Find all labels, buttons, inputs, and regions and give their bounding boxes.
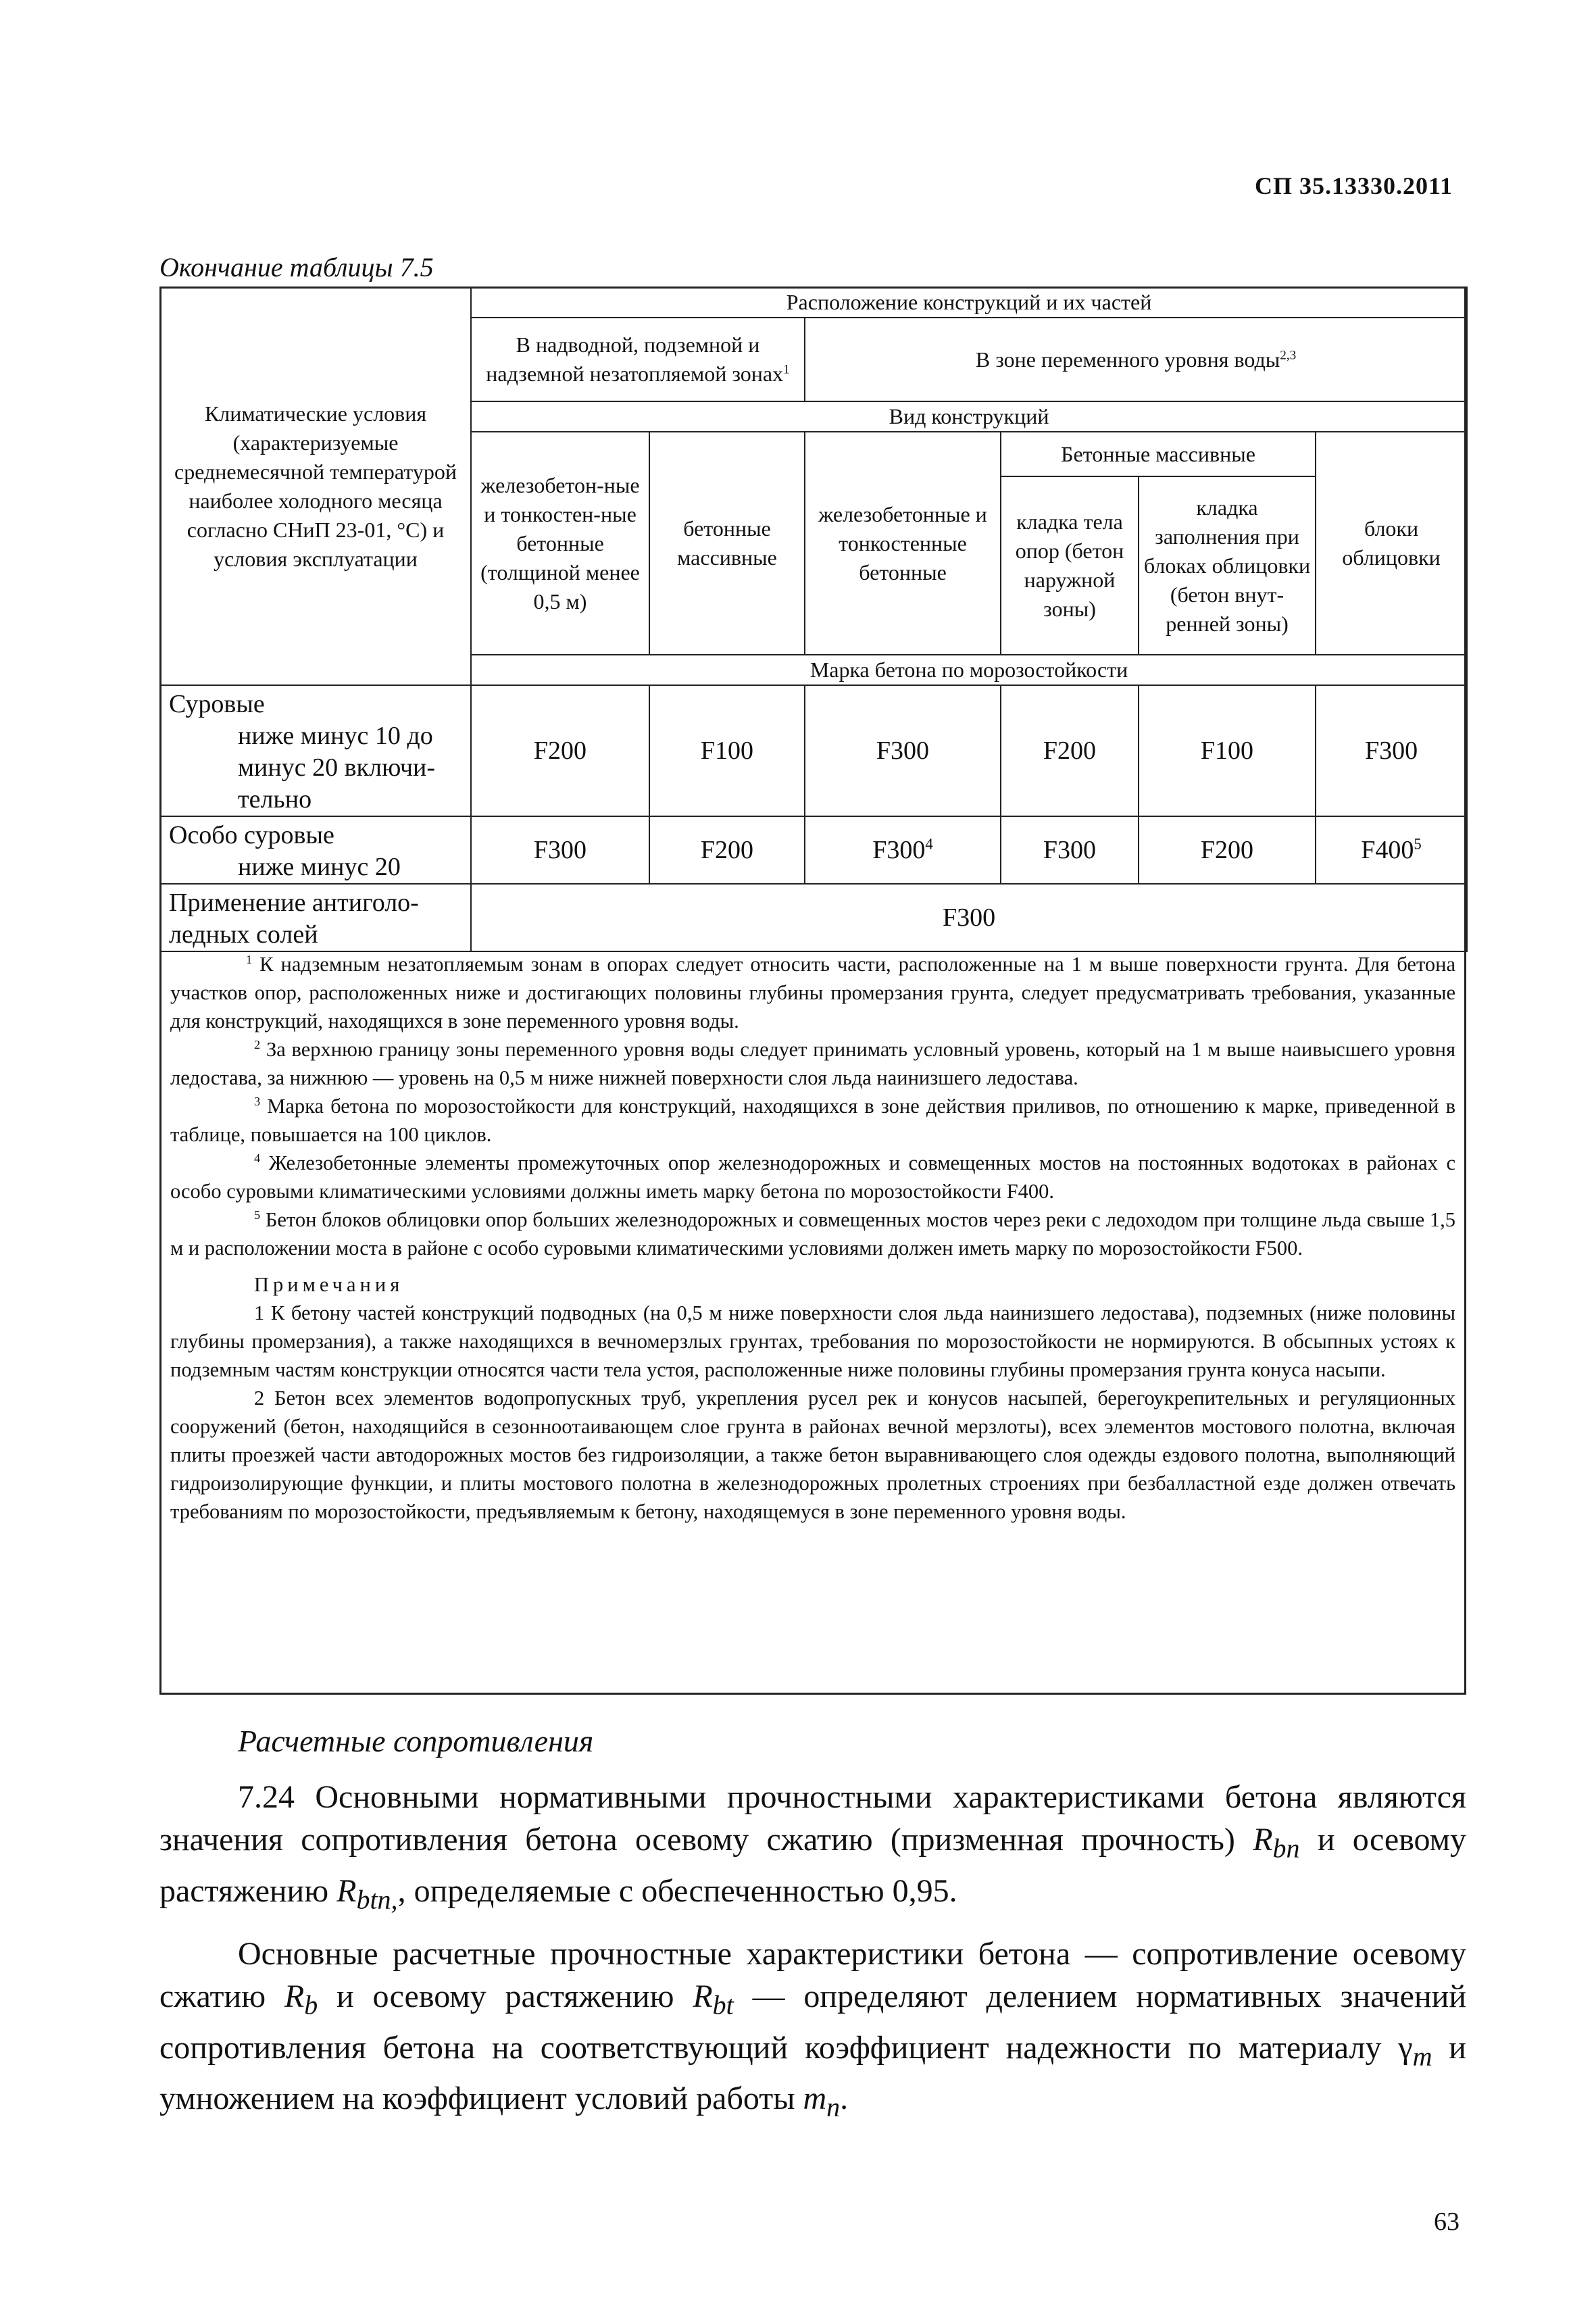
paragraph-7-24: 7.24 Основными нормативными прочностными характеристиками бетона являются значения сопротивления бетона осевому сжатию (призменная прочность) $R_{bn}$ и осевому растяжению $R_{btn,}$, определяемые с обеспеченностью 0,95. (159, 1779, 1466, 1915)
table-cell: F100 (1139, 685, 1316, 816)
climate-conditions-header: Климатические условия (характеризуемые среднемесячной температурой наиболее холодного месяца согласно СНиП 23-01, °С) и условия эксплуатации (160, 287, 471, 685)
table-cell: F300 (805, 685, 1001, 816)
paragraph-design-strength: Основные расчетные прочностные характеристики бетона — сопротивление осевому сжатию $R_b$ и осевому растяжению $R_{bt}$ — определяют делением нормативных значений сопротивления бетона на соответствующий коэффициент надежности по материалу $\gamma_m$ и умножением на коэффициент условий работы $m_n$. (159, 1936, 1466, 2122)
col-facing-blocks: блоки облицовки (1316, 432, 1467, 655)
table-cell: F300 (471, 816, 649, 884)
zone-above-header: В надводной, подземной и надземной незатопляемой зонах$^1$ (471, 318, 805, 401)
note-item: 2 Бетон всех элементов водопропускных труб, укрепления русел рек и конусов насыпей, берегоукрепительных и регуляционных сооружений (бетон, находящийся в сезонноотаивающем слое грунта в районах вечной мерзлоты), всех элементов мостового полотна, включая плиты проезжей части автодорожных мостов без гидроизоляции, а также бетон выравнивающего слоя одежды ездового полотна, выполняющий гидроизолирующие функции, и плиты мостового полотна в железнодорожных пролетных строениях при безбалластной езде должен отвечать требованиям по морозостойкости, предъявляемым к бетону, находящемуся в зоне переменного уровня воды. (170, 1387, 1455, 1523)
table-cell: $F400^5$ (1316, 816, 1467, 884)
construction-type-header: Вид конструкций (471, 401, 1467, 432)
table-cell: F300 (1316, 685, 1467, 816)
col-masonry-body: кладка тела опор (бетон наружной зоны) (1001, 476, 1139, 655)
col-masonry-fill: кладка заполнения при блоках облицовки (бетон внут-ренней зоны) (1139, 476, 1316, 655)
section-body (159, 1776, 1466, 2141)
row-label-deicing-salts: Применение антиголо-ледных солей (160, 884, 471, 951)
notes-title: Примечания (254, 1273, 404, 1296)
table-cell: F200 (1139, 816, 1316, 884)
table-cell: F100 (649, 685, 805, 816)
footnote: $^1$ К надземным незатопляемым зонам в опорах следует относить части, расположенные на 1 м выше поверхности грунта. Для бетона участков опор, расположенных ниже и достигающих половины глубины промерзания грунта, следует предусматривать требования, указанные для конструкций, находящихся в зоне переменного уровня воды. (170, 952, 1455, 1032)
table-cell: F300 (471, 884, 1467, 951)
row-label-very-severe: Особо суровые ниже минус 20 (160, 816, 471, 884)
frost-grade-header: Марка бетона по морозостойкости (471, 655, 1467, 685)
footnote: $^5$ Бетон блоков облицовки опор больших железнодорожных и совмещенных мостов через реки с ледоходом при толщине льда свыше 1,5 м и расположении моста в районе с особо суровыми климатическими условиями должен иметь марку по морозостойкости F500. (170, 1208, 1456, 1260)
document-code: СП 35.13330.2011 (1254, 172, 1453, 199)
table-cell: F300 (1001, 816, 1139, 884)
zone-variable-header: В зоне переменного уровня воды$^{2,3}$ (805, 318, 1467, 401)
col-massive: бетонные массивные (649, 432, 805, 655)
col-rc-thin: железобетон-ные и тонкостен-ные бетонные (толщиной менее 0,5 м) (471, 432, 649, 655)
page-number: 63 (1434, 2208, 1460, 2236)
table-cell: $F300^4$ (805, 816, 1001, 884)
table-caption: Окончание таблицы 7.5 (159, 252, 434, 282)
massive-concrete-header: Бетонные массивные (1001, 432, 1316, 476)
location-header: Расположение конструкций и их частей (471, 287, 1467, 318)
footnote: $^3$ Марка бетона по морозостойкости для конструкций, находящихся в зоне действия приливов, по отношению к марке, приведенной в таблице, повышается на 100 циклов. (170, 1094, 1455, 1146)
frost-resistance-table (159, 287, 1468, 952)
footnote: $^2$ За верхнюю границу зоны переменного уровня воды следует принимать условный уровень, который на 1 м выше наивысшего уровня ледостава, за нижнюю — уровень на 0,5 м ниже нижней поверхности слоя льда наинизшего ледостава. (170, 1037, 1455, 1089)
table-notes (170, 950, 1455, 1526)
footnote: $^4$ Железобетонные элементы промежуточных опор железнодорожных и совмещенных мостов на постоянных водотоках в районах с особо суровыми климатическими условиями должны иметь марку бетона по морозостойкости F400. (170, 1151, 1456, 1203)
table-cell: F200 (649, 816, 805, 884)
note-item: 1 К бетону частей конструкций подводных (на 0,5 м ниже поверхности слоя льда наинизшего ледостава), подземных (ниже половины глубины промерзания), а также находящихся в вечномерзлых грунтах, требования по морозостойкости не нормируются. В обсыпных устоях к подземным частям конструкции относятся части тела устоя, расположенные ниже половины глубины промерзания грунта конуса насыпи. (170, 1301, 1455, 1381)
col-rc-thin-variable: железобетонные и тонкостенные бетонные (805, 432, 1001, 655)
table-cell: F200 (1001, 685, 1139, 816)
section-title: Расчетные сопротивления (238, 1724, 594, 1758)
table-cell: F200 (471, 685, 649, 816)
row-label-severe: Суровые ниже минус 10 до минус 20 включи-тельно (160, 685, 471, 816)
